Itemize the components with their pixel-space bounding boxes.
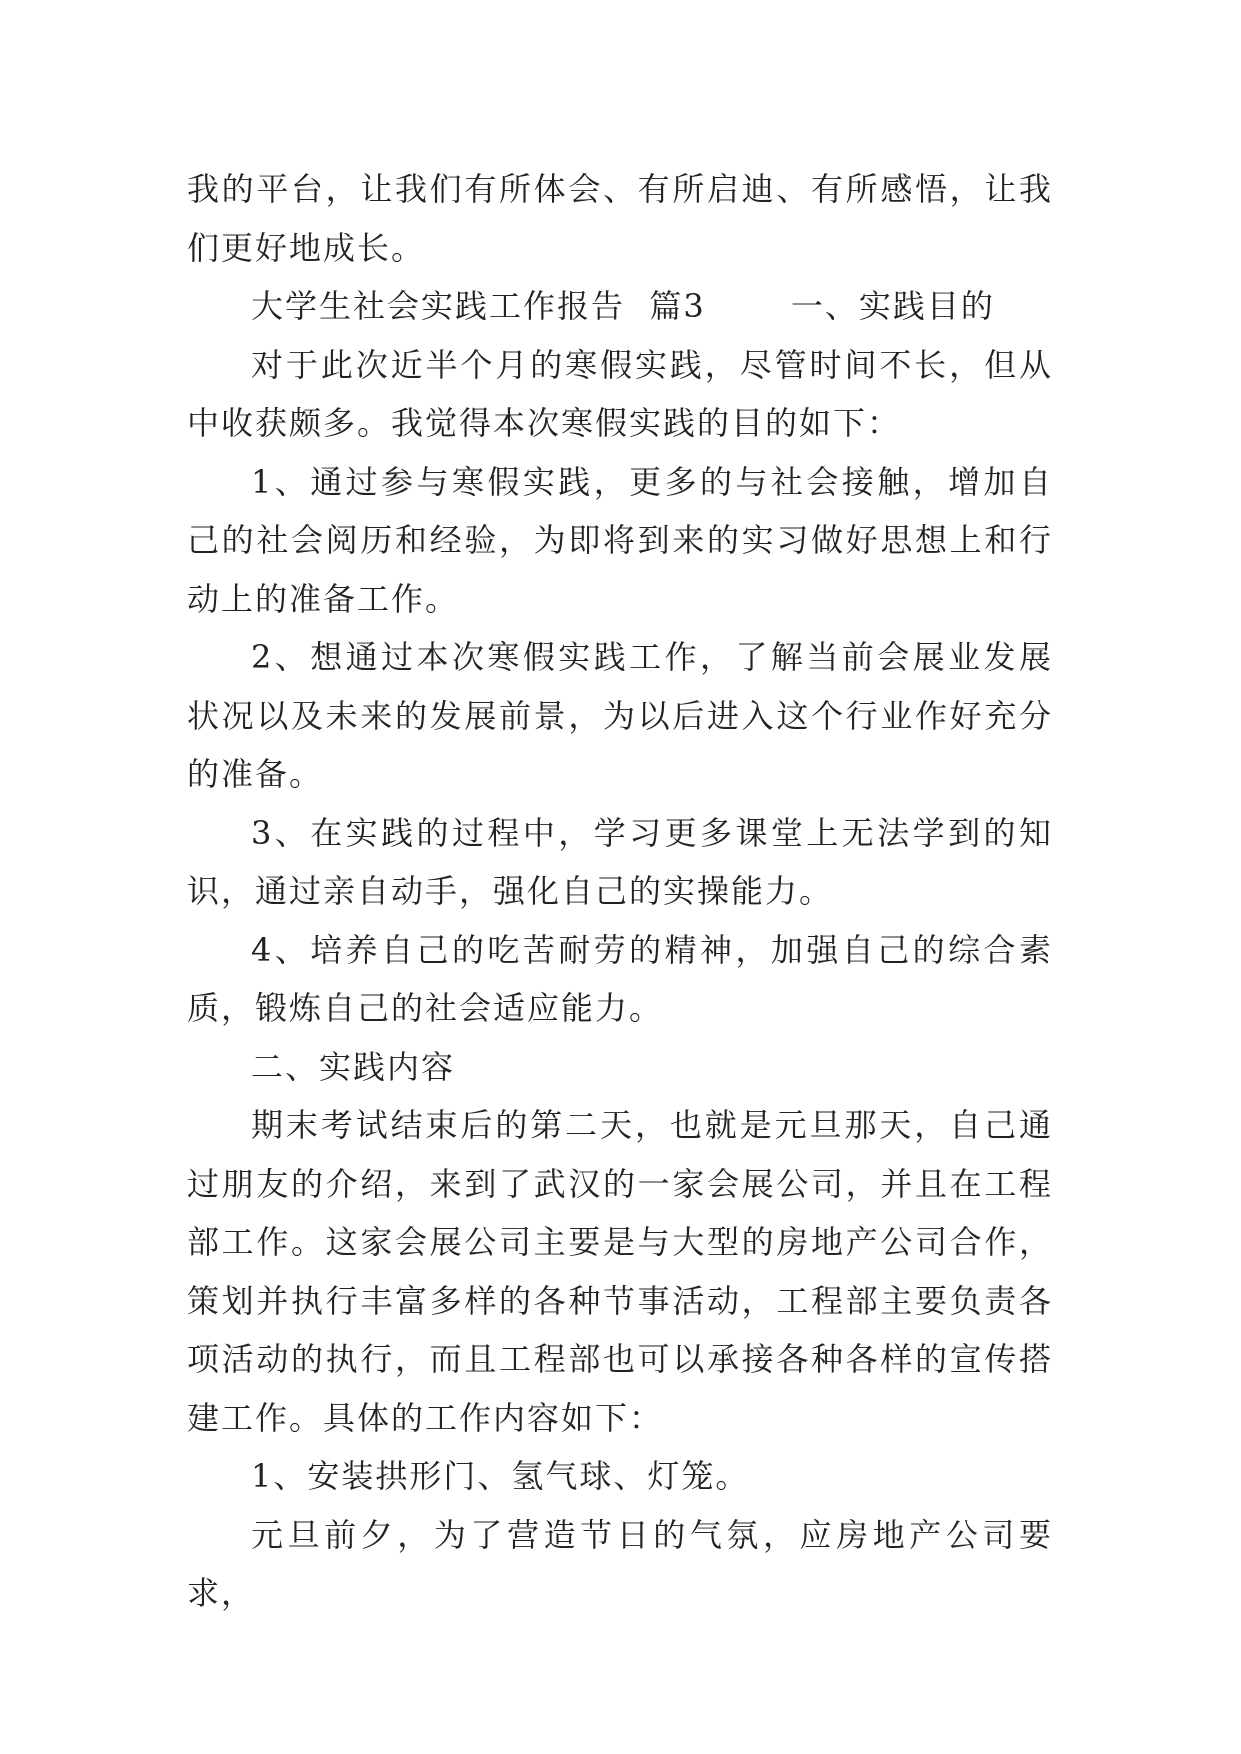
- section-heading: 大学生社会实践工作报告 篇3 一、实践目的: [251, 287, 995, 325]
- list-item-purpose-1: 1、通过参与寒假实践，更多的与社会接触，增加自己的社会阅历和经验，为即将到来的实习做好思想上和行动上的准备工作。: [187, 462, 1053, 618]
- paragraph-task-detail: 元旦前夕，为了营造节日的气氛，应房地产公司要求，: [187, 1515, 1053, 1612]
- list-item-purpose-3: 3、在实践的过程中，学习更多课堂上无法学到的知识，通过亲自动手，强化自己的实操能力。: [187, 813, 1053, 910]
- document-body: [187, 160, 1053, 1623]
- subheading-content: 二、实践内容: [251, 1047, 456, 1086]
- paragraph-continuation: 我的平台，让我们有所体会、有所启迪、有所感悟，让我们更好地成长。: [187, 170, 1053, 267]
- paragraph-intro: 对于此次近半个月的寒假实践，尽管时间不长，但从中收获颇多。我觉得本次寒假实践的目的如下：: [187, 345, 1053, 442]
- list-item-purpose-4: 4、培养自己的吃苦耐劳的精神，加强自己的综合素质，锻炼自己的社会适应能力。: [187, 930, 1053, 1027]
- list-item-task-1: 1、安装拱形门、氢气球、灯笼。: [251, 1457, 750, 1495]
- list-item-purpose-2: 2、想通过本次寒假实践工作，了解当前会展业发展状况以及未来的发展前景，为以后进入这个行业作好充分的准备。: [187, 638, 1053, 793]
- paragraph-content: 期末考试结束后的第二天，也就是元旦那天，自己通过朋友的介绍，来到了武汉的一家会展公司，并且在工程部工作。这家会展公司主要是与大型的房地产公司合作，策划并执行丰富多样的各种节事活动，工程部主要负责各项活动的执行，而且工程部也可以承接各种各样的宣传搭建工作。具体的工作内容如下：: [187, 1106, 1053, 1437]
